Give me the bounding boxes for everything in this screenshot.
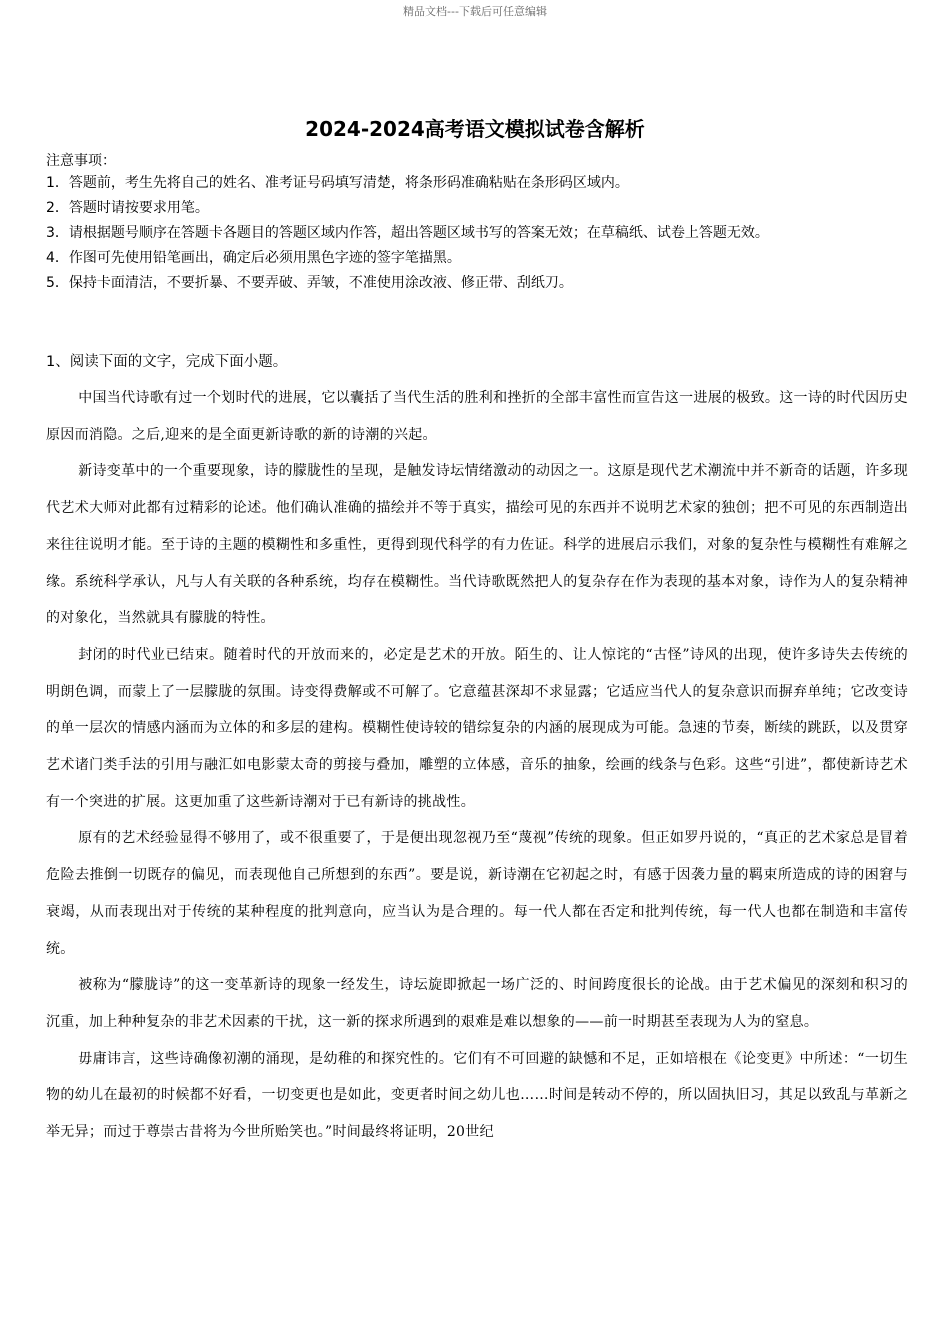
passage-paragraph: 原有的艺术经验显得不够用了，或不很重要了，于是便出现忽视乃至“蔑视”传统的现象。但正如罗丹说的，“真正的艺术家总是冒着危险去推倒一切既存的偏见，而表现他自己所想到的东西”。要是说，新诗潮在它初起之时，有感于因袭力量的羁束所造成的诗的困窘与衰竭，从而表现出对于传统的某种程度的批判意向，应当认为是合理的。每一代人都在否定和批判传统，每一代人也都在制造和丰富传统。 <box>46 830 908 957</box>
notice-item: 3．请根据题号顺序在答题卡各题目的答题区域内作答，超出答题区域书写的答案无效；在草稿纸、试卷上答题无效。 <box>46 225 769 241</box>
reading-passage <box>46 380 908 1151</box>
notice-item: 2．答题时请按要求用笔。 <box>46 200 209 216</box>
passage-paragraph: 新诗变革中的一个重要现象，诗的朦胧性的呈现，是触发诗坛情绪激动的动因之一。这原是现代艺术潮流中并不新奇的话题，许多现代艺术大师对此都有过精彩的论述。他们确认准确的描绘并不等于真实，描绘可见的东西并不说明艺术家的独创；把不可见的东西制造出来往往说明才能。至于诗的主题的模糊性和多重性，更得到现代科学的有力佐证。科学的进展启示我们，对象的复杂性与模糊性有难解之缘。系统科学承认，凡与人有关联的各种系统，均存在模糊性。当代诗歌既然把人的复杂存在作为表现的基本对象，诗作为人的复杂精神的对象化，当然就具有朦胧的特性。 <box>46 463 908 627</box>
page-header-note: 精品文档---下载后可任意编辑 <box>403 5 547 18</box>
notice-item: 5．保持卡面清洁，不要折暴、不要弄破、弄皱，不准使用涂改液、修正带、刮纸刀。 <box>46 275 573 291</box>
passage-paragraph: 封闭的时代业已结束。随着时代的开放而来的，必定是艺术的开放。陌生的、让人惊诧的“古怪”诗风的出现，使许多诗失去传统的明朗色调，而蒙上了一层朦胧的氛围。诗变得费解或不可解了。它意蕴甚深却不求显露；它适应当代人的复杂意识而摒弃单纯；它改变诗的单一层次的情感内涵而为立体的和多层的建构。模糊性使诗较的错综复杂的内涵的展现成为可能。急速的节奏，断续的跳跃，以及贯穿艺术诸门类手法的引用与融汇如电影蒙太奇的剪接与叠加，雕塑的立体感，音乐的抽象，绘画的线条与色彩。这些“引进”，都使新诗艺术有一个突进的扩展。这更加重了这些新诗潮对于已有新诗的挑战性。 <box>46 646 908 810</box>
passage-paragraph: 中国当代诗歌有过一个划时代的进展，它以囊括了当代生活的胜利和挫折的全部丰富性而宣告这一进展的极致。这一诗的时代因历史原因而消隐。之后,迎来的是全面更新诗歌的新的诗潮的兴起。 <box>46 390 908 443</box>
question-heading: 1、阅读下面的文字，完成下面小题。 <box>46 354 288 370</box>
notice-item: 1．答题前，考生先将自己的姓名、准考证号码填写清楚，将条形码准确粘贴在条形码区域内。 <box>46 175 629 191</box>
notice-section <box>46 151 916 296</box>
notice-item: 4．作图可先使用铅笔画出，确定后必须用黑色字迹的签字笔描黑。 <box>46 250 461 266</box>
document-title: 2024-2024高考语文模拟试卷含解析 <box>305 117 645 141</box>
notice-heading: 注意事项： <box>46 153 116 169</box>
passage-paragraph: 毋庸讳言，这些诗确像初潮的涌现，是幼稚的和探究性的。它们有不可回避的缺憾和不足，正如培根在《论变更》中所述：“一切生物的幼儿在最初的时候都不好看，一切变更也是如此，变更者时间之幼儿也……时间是转动不停的，所以固执旧习，其足以致乱与革新之举无异；而过于尊崇古昔将为今世所贻笑也。”时间最终将证明，20世纪 <box>46 1050 908 1141</box>
passage-paragraph: 被称为“朦胧诗”的这一变革新诗的现象一经发生，诗坛旋即掀起一场广泛的、时间跨度很长的论战。由于艺术偏见的深刻和积习的沉重，加上种种复杂的非艺术因素的干扰，这一新的探求所遇到的艰难是难以想象的——前一时期甚至表现为人为的窒息。 <box>46 977 908 1030</box>
